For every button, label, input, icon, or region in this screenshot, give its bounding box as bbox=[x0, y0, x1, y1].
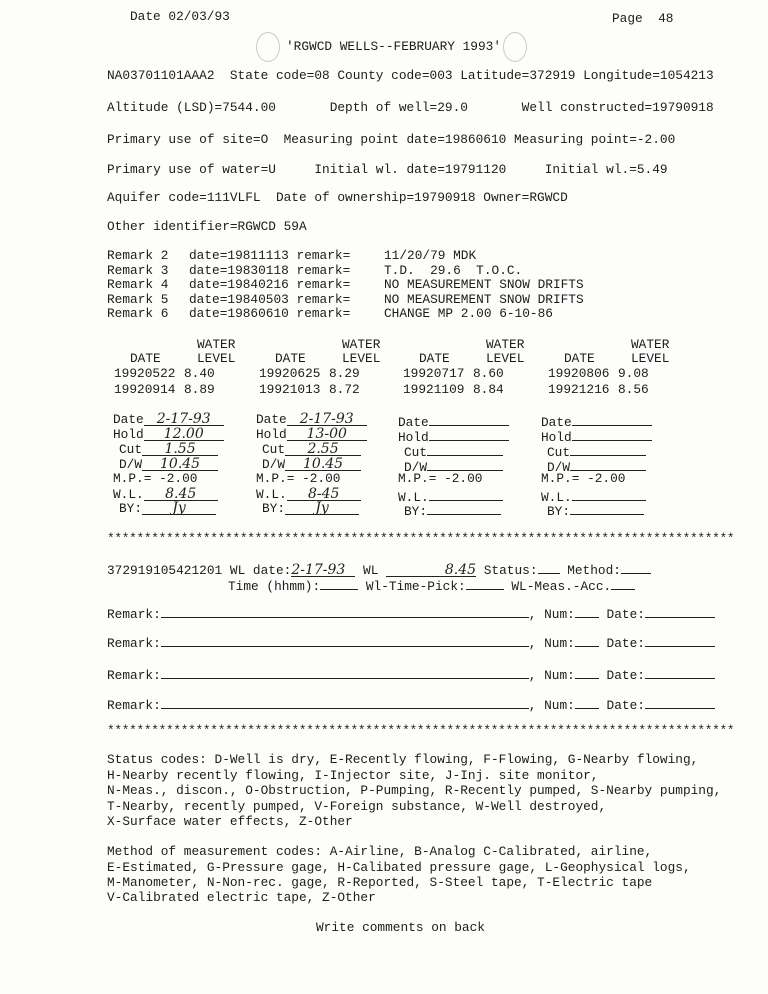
num-label: , Num: bbox=[528, 636, 575, 651]
remark-label: Remark 2 bbox=[107, 248, 169, 263]
method-field[interactable] bbox=[621, 561, 651, 574]
status-label: Status: bbox=[483, 563, 538, 578]
form-cut-label: Cut bbox=[262, 442, 286, 457]
form-by bbox=[404, 501, 501, 519]
remark-field[interactable] bbox=[161, 605, 529, 618]
form-wl-field[interactable] bbox=[572, 487, 646, 501]
form-hold-label: Hold bbox=[113, 427, 144, 442]
remark-text: CHANGE MP 2.00 6-10-86 bbox=[384, 306, 553, 321]
table-cell-level: 8.56 bbox=[618, 382, 649, 397]
remark-field[interactable] bbox=[161, 666, 529, 679]
footer-note: Write comments on back bbox=[316, 920, 485, 935]
wl-label: WL bbox=[363, 563, 379, 578]
status-code-line: X-Surface water effects, Z-Other bbox=[107, 814, 353, 829]
num-field[interactable] bbox=[575, 666, 599, 679]
form-wl-label: W.L. bbox=[113, 487, 144, 502]
form-wl bbox=[113, 487, 218, 502]
info-line: Primary use of site=O Measuring point date=19860610 Measuring point=-2.00 bbox=[107, 132, 676, 147]
wl-date-field[interactable]: 2-17-93 bbox=[291, 563, 355, 577]
mp-value: M.P.= -2.00 bbox=[541, 471, 626, 486]
num-field[interactable] bbox=[575, 605, 599, 618]
date-field[interactable] bbox=[645, 634, 715, 647]
column-header-date: DATE bbox=[564, 351, 595, 366]
column-header-date: DATE bbox=[130, 351, 161, 366]
remark-date: date=19840503 remark= bbox=[189, 292, 351, 307]
remark-label: Remark 3 bbox=[107, 263, 169, 278]
num-label: , Num: bbox=[528, 607, 575, 622]
column-header-date: DATE bbox=[275, 351, 306, 366]
method-code-line: E-Estimated, G-Pressure gage, H-Calibated pressure gage, L-Geophysical logs, bbox=[107, 860, 691, 875]
date-label: Date: bbox=[606, 636, 645, 651]
form-by-label: BY: bbox=[119, 501, 143, 516]
form-hold-label: Hold bbox=[256, 427, 287, 442]
page-title: 'RGWCD WELLS--FEBRUARY 1993' bbox=[286, 39, 502, 54]
form-date-label: Date bbox=[256, 412, 287, 427]
column-header-water: WATER bbox=[197, 337, 236, 352]
form-wl-label: W.L. bbox=[541, 490, 572, 505]
form-cut-field[interactable] bbox=[427, 442, 503, 456]
num-field[interactable] bbox=[575, 634, 599, 647]
form-hold-label: Hold bbox=[398, 430, 429, 445]
column-header-level: LEVEL bbox=[197, 351, 236, 366]
remark-label: Remark 6 bbox=[107, 306, 169, 321]
info-line: Aquifer code=111VLFL Date of ownership=19790918 Owner=RGWCD bbox=[107, 190, 568, 205]
column-header-level: LEVEL bbox=[486, 351, 525, 366]
method-label: Method: bbox=[567, 563, 621, 578]
remark-label: Remark: bbox=[107, 636, 161, 651]
form-date-field[interactable]: 2-17-93 bbox=[287, 412, 367, 426]
method-code-line: Method of measurement codes: A-Airline, B-Analog C-Calibrated, airline, bbox=[107, 844, 653, 859]
remark-date: date=19840216 remark= bbox=[189, 277, 351, 292]
form-dw-field[interactable]: 10.45 bbox=[142, 457, 218, 471]
form-hold bbox=[256, 427, 367, 442]
divider-stars: ************************************************************************************* bbox=[107, 531, 735, 546]
form-wl-field[interactable]: 8-45 bbox=[287, 487, 361, 501]
status-code-line: T-Nearby, recently pumped, V-Foreign substance, W-Well destroyed, bbox=[107, 799, 607, 814]
form-wl-field[interactable] bbox=[429, 487, 503, 501]
status-code-line: H-Nearby recently flowing, I-Injector site, J-Inj. site monitor, bbox=[107, 768, 599, 783]
method-code-line: M-Manometer, N-Non-rec. gage, R-Reported, S-Steel tape, T-Electric tape bbox=[107, 875, 653, 890]
acc-label: WL-Meas.-Acc. bbox=[511, 579, 612, 594]
form-date-field[interactable]: 2-17-93 bbox=[144, 412, 224, 426]
time-field[interactable] bbox=[320, 577, 358, 590]
remark-date: date=19860610 remark= bbox=[189, 306, 351, 321]
form-cut-field[interactable]: 2.55 bbox=[285, 442, 361, 456]
table-cell-level: 9.08 bbox=[618, 366, 649, 381]
remark-line bbox=[107, 696, 715, 713]
num-label: , Num: bbox=[528, 698, 575, 713]
form-cut-field[interactable]: 1.55 bbox=[142, 442, 218, 456]
date-field[interactable] bbox=[645, 696, 715, 709]
form-cut bbox=[119, 442, 218, 457]
mp-value: M.P.= -2.00 bbox=[256, 471, 341, 486]
form-by-field[interactable] bbox=[427, 501, 501, 515]
num-field[interactable] bbox=[575, 696, 599, 709]
form-by bbox=[262, 501, 359, 516]
mp-value: M.P.= -2.00 bbox=[113, 471, 198, 486]
form-date-label: Date bbox=[541, 415, 572, 430]
page-number: Page 48 bbox=[612, 11, 674, 26]
punch-hole bbox=[503, 32, 527, 62]
remark-line bbox=[107, 666, 715, 683]
table-cell-date: 19920625 bbox=[259, 366, 321, 381]
punch-hole bbox=[256, 32, 280, 62]
remark-label: Remark: bbox=[107, 668, 161, 683]
form-cut-label: Cut bbox=[547, 445, 571, 460]
remark-label: Remark: bbox=[107, 607, 161, 622]
form-dw-label: D/W bbox=[547, 460, 571, 475]
form-wl-label: W.L. bbox=[398, 490, 429, 505]
remark-date: date=19830118 remark= bbox=[189, 263, 351, 278]
form-hold-field[interactable] bbox=[572, 427, 652, 441]
time-line bbox=[228, 577, 635, 594]
form-dw-label: D/W bbox=[404, 460, 428, 475]
table-cell-date: 19920717 bbox=[403, 366, 465, 381]
form-by bbox=[547, 501, 644, 519]
remark-line bbox=[107, 605, 715, 622]
table-cell-level: 8.89 bbox=[184, 382, 215, 397]
remark-text: T.D. 29.6 T.O.C. bbox=[384, 263, 523, 278]
date-field[interactable] bbox=[645, 605, 715, 618]
info-line: NA03701101AAA2 State code=08 County code=003 Latitude=372919 Longitude=1054213 bbox=[107, 68, 714, 83]
remark-label: Remark: bbox=[107, 698, 161, 713]
table-cell-date: 19920914 bbox=[114, 382, 176, 397]
form-cut bbox=[262, 442, 361, 457]
form-dw bbox=[119, 457, 218, 472]
table-cell-date: 19921109 bbox=[403, 382, 465, 397]
form-hold-field[interactable]: 13-00 bbox=[287, 427, 367, 441]
date-field[interactable] bbox=[645, 666, 715, 679]
form-date bbox=[113, 412, 224, 427]
column-header-level: LEVEL bbox=[631, 351, 670, 366]
form-date-field[interactable] bbox=[429, 412, 509, 426]
form-by-field[interactable] bbox=[570, 501, 644, 515]
divider-stars: ************************************************************************************* bbox=[107, 723, 735, 738]
table-cell-date: 19920522 bbox=[114, 366, 176, 381]
form-dw-field[interactable] bbox=[427, 457, 503, 471]
form-by bbox=[119, 501, 216, 516]
form-cut-field[interactable] bbox=[570, 442, 646, 456]
remark-text: NO MEASUREMENT SNOW DRIFTS bbox=[384, 277, 584, 292]
remark-line bbox=[107, 634, 715, 651]
column-header-date: DATE bbox=[419, 351, 450, 366]
table-cell-date: 19921013 bbox=[259, 382, 321, 397]
form-date-field[interactable] bbox=[572, 412, 652, 426]
wl-date-label: WL date: bbox=[229, 563, 292, 578]
header-date: Date 02/03/93 bbox=[130, 9, 230, 24]
pick-field[interactable] bbox=[466, 577, 504, 590]
form-wl-field[interactable]: 8.45 bbox=[144, 487, 218, 501]
remark-field[interactable] bbox=[161, 634, 529, 647]
form-wl bbox=[256, 487, 361, 502]
table-cell-date: 19921216 bbox=[548, 382, 610, 397]
form-by-field[interactable]: Jy bbox=[142, 501, 216, 515]
mp-value: M.P.= -2.00 bbox=[398, 471, 483, 486]
method-code-line: V-Calibrated electric tape, Z-Other bbox=[107, 890, 376, 905]
form-date-label: Date bbox=[398, 415, 429, 430]
site-id: 372919105421201 bbox=[107, 563, 223, 578]
info-line: Other identifier=RGWCD 59A bbox=[107, 219, 307, 234]
column-header-water: WATER bbox=[631, 337, 670, 352]
entry-line bbox=[107, 561, 651, 578]
form-by-label: BY: bbox=[547, 504, 571, 519]
table-cell-level: 8.72 bbox=[329, 382, 360, 397]
acc-field[interactable] bbox=[611, 577, 635, 590]
pick-label: Wl-Time-Pick: bbox=[365, 579, 466, 594]
date-label: Date: bbox=[606, 607, 645, 622]
form-hold-label: Hold bbox=[541, 430, 572, 445]
table-cell-date: 19920806 bbox=[548, 366, 610, 381]
form-dw-label: D/W bbox=[119, 457, 143, 472]
form-hold-field[interactable] bbox=[429, 427, 509, 441]
info-line: Primary use of water=U Initial wl. date=19791120 Initial wl.=5.49 bbox=[107, 162, 668, 177]
form-by-label: BY: bbox=[404, 504, 428, 519]
form-hold bbox=[113, 427, 224, 442]
time-label: Time (hhmm): bbox=[228, 579, 321, 594]
table-cell-level: 8.29 bbox=[329, 366, 360, 381]
remark-label: Remark 4 bbox=[107, 277, 169, 292]
remark-label: Remark 5 bbox=[107, 292, 169, 307]
form-dw-field[interactable] bbox=[570, 457, 646, 471]
table-cell-level: 8.60 bbox=[473, 366, 504, 381]
remark-text: 11/20/79 MDK bbox=[384, 248, 477, 263]
remark-date: date=19811113 remark= bbox=[189, 248, 351, 263]
status-code-line: Status codes: D-Well is dry, E-Recently flowing, F-Flowing, G-Nearby flowing, bbox=[107, 752, 699, 767]
date-label: Date: bbox=[606, 668, 645, 683]
form-dw-field[interactable]: 10.45 bbox=[285, 457, 361, 471]
form-date-label: Date bbox=[113, 412, 144, 427]
status-field[interactable] bbox=[538, 561, 560, 574]
form-dw-label: D/W bbox=[262, 457, 286, 472]
date-label: Date: bbox=[606, 698, 645, 713]
column-header-water: WATER bbox=[342, 337, 381, 352]
table-cell-level: 8.84 bbox=[473, 382, 504, 397]
form-date bbox=[256, 412, 367, 427]
column-header-water: WATER bbox=[486, 337, 525, 352]
wl-field[interactable]: 8.45 bbox=[386, 563, 476, 577]
remark-text: NO MEASUREMENT SNOW DRIFTS bbox=[384, 292, 584, 307]
form-cut-label: Cut bbox=[119, 442, 143, 457]
table-cell-level: 8.40 bbox=[184, 366, 215, 381]
form-wl-label: W.L. bbox=[256, 487, 287, 502]
info-line: Altitude (LSD)=7544.00 Depth of well=29.0 Well constructed=19790918 bbox=[107, 100, 714, 115]
form-dw bbox=[262, 457, 361, 472]
form-hold-field[interactable]: 12.00 bbox=[144, 427, 224, 441]
column-header-level: LEVEL bbox=[342, 351, 381, 366]
form-cut-label: Cut bbox=[404, 445, 428, 460]
form-by-label: BY: bbox=[262, 501, 286, 516]
form-by-field[interactable]: Jy bbox=[285, 501, 359, 515]
num-label: , Num: bbox=[528, 668, 575, 683]
status-code-line: N-Meas., discon., O-Obstruction, P-Pumping, R-Recently pumped, S-Nearby pumping, bbox=[107, 783, 722, 798]
remark-field[interactable] bbox=[161, 696, 529, 709]
